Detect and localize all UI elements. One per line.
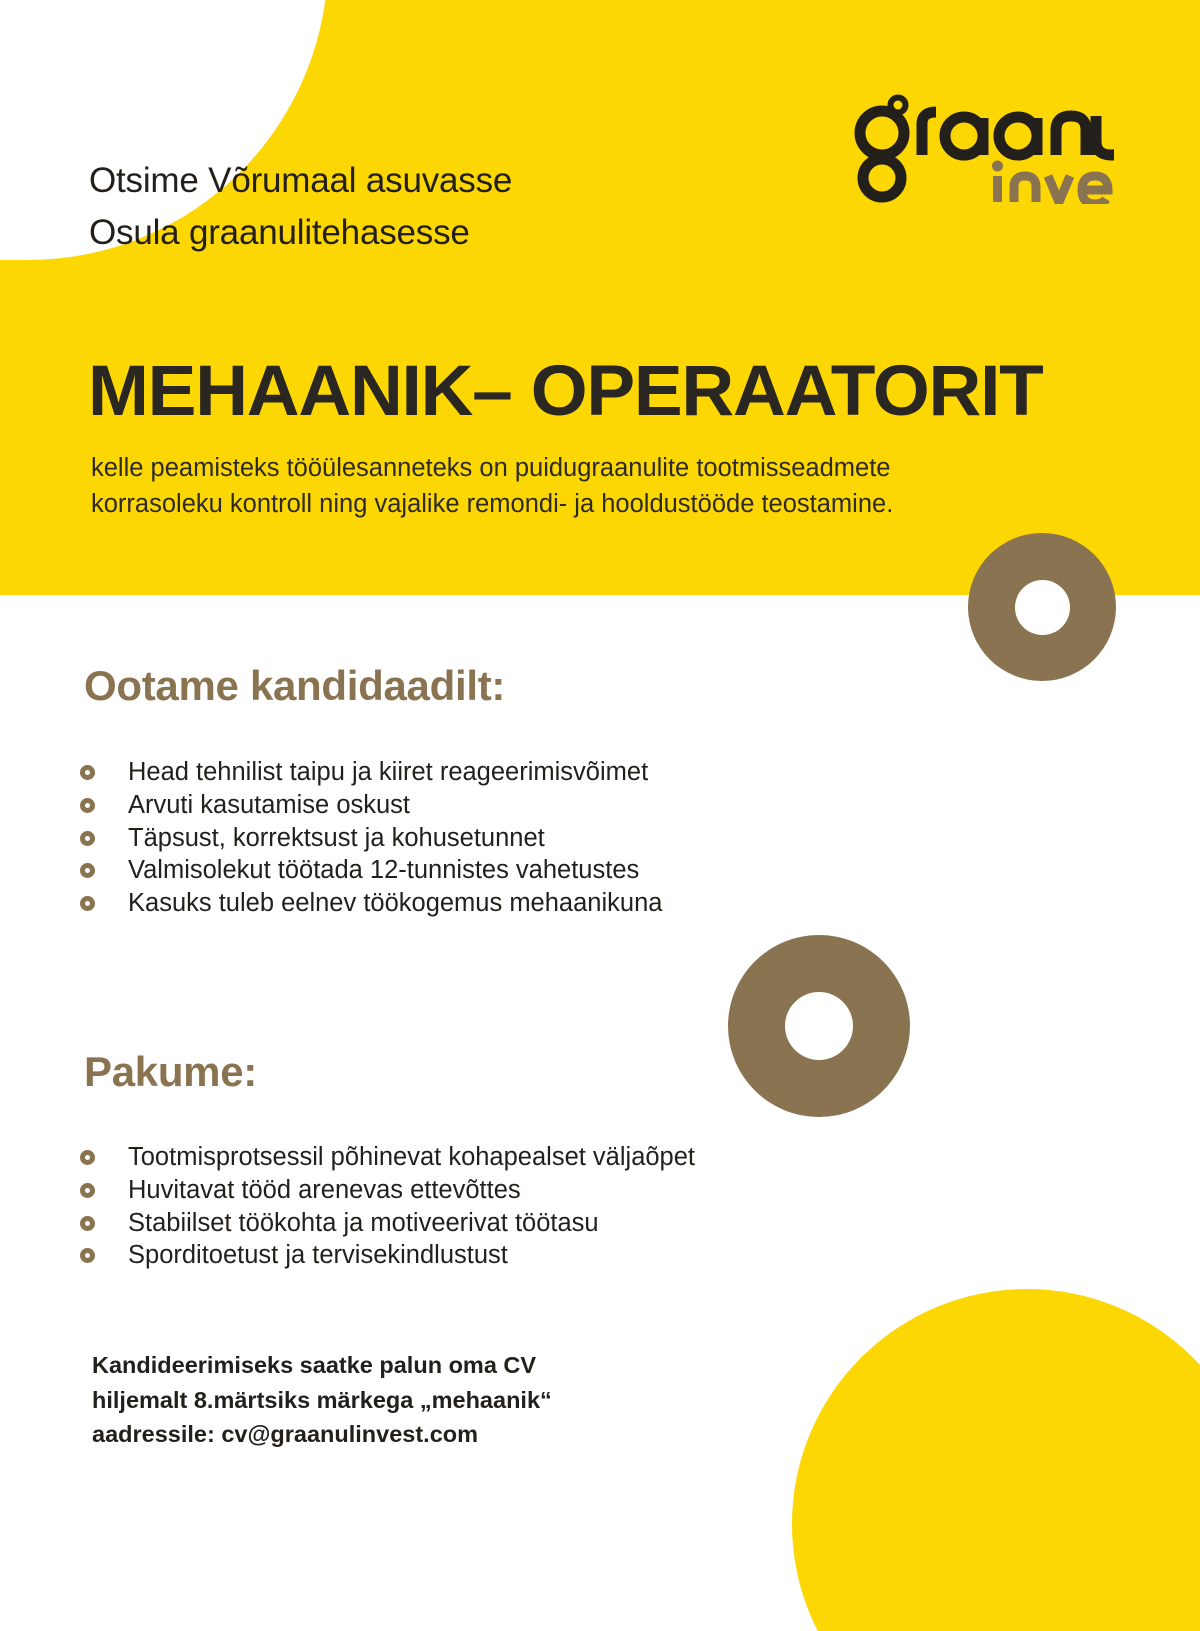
- list-item: [80, 888, 662, 921]
- list-item-label: Tootmisprotsessil põhinevat kohapealset väljaõpet: [128, 1143, 696, 1171]
- list-item: [80, 757, 662, 790]
- ring-bullet-icon: [80, 765, 95, 780]
- subtitle-line-1: kelle peamisteks tööülesanneteks on puidugraanulite tootmisseadmete: [91, 454, 891, 482]
- list-item-label: Sporditoetust ja tervisekindlustust: [128, 1241, 508, 1270]
- list-item: [80, 790, 662, 823]
- list-item-label: Täpsust, korrektsust ja kohusetunnet: [128, 823, 545, 852]
- list-item: [80, 1142, 695, 1175]
- ring-bullet-icon: [80, 1248, 95, 1263]
- list-item-label: Head tehnilist taipu ja kiiret reageerimisvõimet: [128, 758, 649, 786]
- list-item-label: Kasuks tuleb eelnev töökogemus mehaanikuna: [128, 889, 663, 918]
- ring-bullet-icon: [80, 831, 95, 846]
- ring-bullet-icon: [80, 798, 95, 813]
- list-item-label: Valmisolekut töötada 12-tunnistes vahetustes: [128, 856, 640, 885]
- donut-ring-decoration-small: [968, 533, 1116, 681]
- list-item-label: Stabiilset töökohta ja motiveerivat töötasu: [128, 1208, 599, 1237]
- list-item: [80, 1240, 695, 1273]
- contact-line-1: Kandideerimiseks saatke palun oma CV: [92, 1352, 537, 1378]
- ring-bullet-icon: [80, 863, 95, 878]
- contact-line-2: hiljemalt 8.märtsiks märkega „mehaanik“: [92, 1386, 552, 1413]
- donut-ring-decoration-large: [728, 935, 910, 1117]
- yellow-corner-decoration: [792, 1289, 1200, 1631]
- list-item-label: Arvuti kasutamise oskust: [128, 790, 411, 819]
- list-item-label: Huvitavat tööd arenevas ettevõttes: [128, 1175, 521, 1204]
- list-item: [80, 1175, 695, 1208]
- offer-list: [80, 1142, 695, 1273]
- job-title-headline: MEHAANIK– OPERAATORIT: [88, 352, 1043, 431]
- ring-bullet-icon: [80, 1150, 95, 1165]
- contact-line-3: aadressile: cv@graanulinvest.com: [92, 1421, 479, 1448]
- list-item: [80, 823, 662, 856]
- ring-bullet-icon: [80, 896, 95, 911]
- intro-line-2: Osula graanulitehasesse: [89, 212, 470, 252]
- offer-heading: Pakume:: [84, 1048, 257, 1095]
- graanul-invest-logo: [846, 92, 1114, 204]
- subtitle-line-2: korrasoleku kontroll ning vajalike remondi- ja hooldustööde teostamine.: [91, 490, 894, 519]
- intro-line-1: Otsime Võrumaal asuvasse: [89, 161, 513, 200]
- expectations-heading: Ootame kandidaadilt:: [84, 662, 506, 709]
- list-item: [80, 1208, 695, 1241]
- expectations-list: [80, 757, 662, 921]
- application-instructions: [92, 1348, 552, 1452]
- intro-text: [89, 155, 512, 259]
- ring-bullet-icon: [80, 1183, 95, 1198]
- ring-bullet-icon: [80, 1216, 95, 1231]
- list-item: [80, 855, 662, 888]
- job-description-subtitle: [91, 450, 1081, 522]
